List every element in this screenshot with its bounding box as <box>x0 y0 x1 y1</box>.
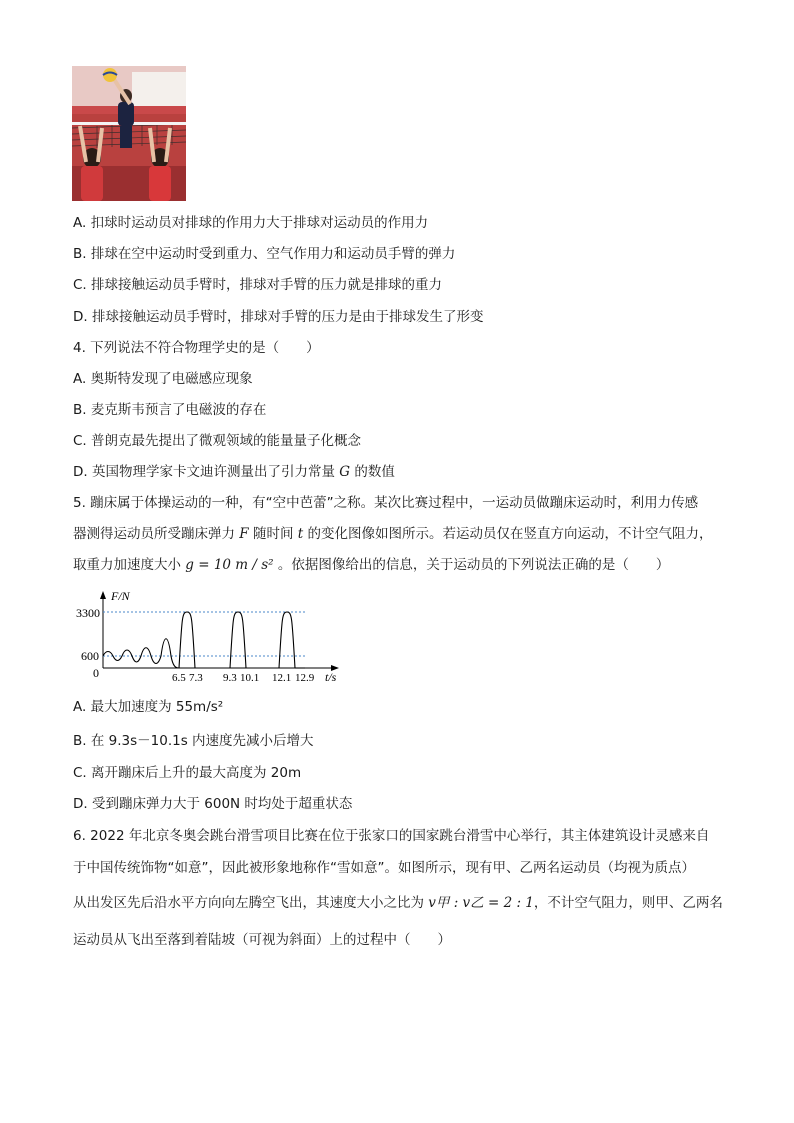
symbol-t: t <box>297 526 304 542</box>
q4-option-d-text: D. 英国物理学家卡文迪许测量出了引力常量 <box>73 464 340 480</box>
y-tick-3300: 3300 <box>76 606 100 620</box>
q6-text: ，不计空气阻力，则甲、乙两名 <box>533 895 723 911</box>
q4-stem: 4. 下列说法不符合物理学史的是（ ） <box>73 340 320 356</box>
q5-option-d: D. 受到蹦床弹力大于 600N 时均处于超重状态 <box>73 796 353 812</box>
x-tick-7.3: 7.3 <box>189 672 203 684</box>
speed-ratio: v甲 : v乙 = 2 : 1 <box>428 895 534 911</box>
q4-option-a: A. 奥斯特发现了电磁感应现象 <box>73 371 253 387</box>
volleyball-photo <box>72 66 186 201</box>
gravity-value: g = 10 m / s² <box>185 557 274 573</box>
q5-stem-line-2 <box>73 524 713 544</box>
q4-option-d <box>73 462 395 482</box>
force-pulses <box>179 612 305 668</box>
q6-stem-line-3 <box>73 893 723 913</box>
x-axis-label: t/s <box>325 670 337 684</box>
x-tick-6.5: 6.5 <box>172 672 186 684</box>
q6-stem-line-1: 6. 2022 年北京冬奥会跳台滑雪项目比赛在位于张家口的国家跳台滑雪中心举行，其主体建筑设计灵感来自 <box>73 828 710 844</box>
x-tick-9.3: 9.3 <box>223 672 237 684</box>
q6-text: 从出发区先后沿水平方向向左腾空飞出，其速度大小之比为 <box>73 895 429 911</box>
q5-text: 。依据图像给出的信息，关于运动员的下列说法正确的是（ ） <box>273 557 670 573</box>
q6-stem-line-2: 于中国传统饰物“如意”，因此被形象地称作“雪如意”。如图所示，现有甲、乙两名运动员（均视为质点） <box>73 860 695 876</box>
x-tick-12.1: 12.1 <box>272 672 292 684</box>
force-pulse-1 <box>179 612 195 668</box>
force-pulse-2 <box>230 612 246 668</box>
q6-stem-line-4: 运动员从飞出至落到着陆坡（可视为斜面）上的过程中（ ） <box>73 932 451 948</box>
q3-option-a: A. 扣球时运动员对排球的作用力大于排球对运动员的作用力 <box>73 215 429 231</box>
q4-option-d-tail: 的数值 <box>350 464 395 480</box>
y-tick-600: 600 <box>81 649 99 663</box>
q5-text: 的变化图像如图所示。若运动员仅在竖直方向运动，不计空气阻力， <box>303 526 713 542</box>
q5-option-b: B. 在 9.3s－10.1s 内速度先减小后增大 <box>73 733 314 749</box>
y-axis-label: F/N <box>111 589 130 603</box>
y-tick-0: 0 <box>93 666 99 680</box>
symbol-g: G <box>339 464 351 480</box>
symbol-f: F <box>239 526 249 542</box>
q5-stem-line-3 <box>73 555 669 575</box>
q4-option-b: B. 麦克斯韦预言了电磁波的存在 <box>73 402 267 418</box>
q5-option-c: C. 离开蹦床后上升的最大高度为 20m <box>73 765 302 781</box>
q3-option-b: B. 排球在空中运动时受到重力、空气作用力和运动员手臂的弹力 <box>73 246 456 262</box>
q5-text: 随时间 <box>248 526 298 542</box>
oscillation-curve <box>103 639 179 668</box>
q3-option-c: C. 排球接触运动员手臂时，排球对手臂的压力就是排球的重力 <box>73 277 443 293</box>
q5-stem-line-1: 5. 蹦床属于体操运动的一种，有“空中芭蕾”之称。某次比赛过程中，一运动员做蹦床运动时，利用力传感 <box>73 495 699 511</box>
q5-text: 取重力加速度大小 <box>73 557 186 573</box>
x-tick-10.1: 10.1 <box>240 672 260 684</box>
force-pulse-3 <box>279 612 295 668</box>
q5-text: 器测得运动员所受蹦床弹力 <box>73 526 240 542</box>
y-axis-arrow <box>100 591 106 599</box>
x-tick-12.9: 12.9 <box>295 672 315 684</box>
force-time-chart <box>73 588 348 684</box>
q5-option-a: A. 最大加速度为 55m/s² <box>73 699 224 715</box>
q3-option-d: D. 排球接触运动员手臂时，排球对手臂的压力是由于排球发生了形变 <box>73 309 484 325</box>
q4-option-c: C. 普朗克最先提出了微观领域的能量量子化概念 <box>73 433 362 449</box>
force-time-svg <box>73 588 348 684</box>
